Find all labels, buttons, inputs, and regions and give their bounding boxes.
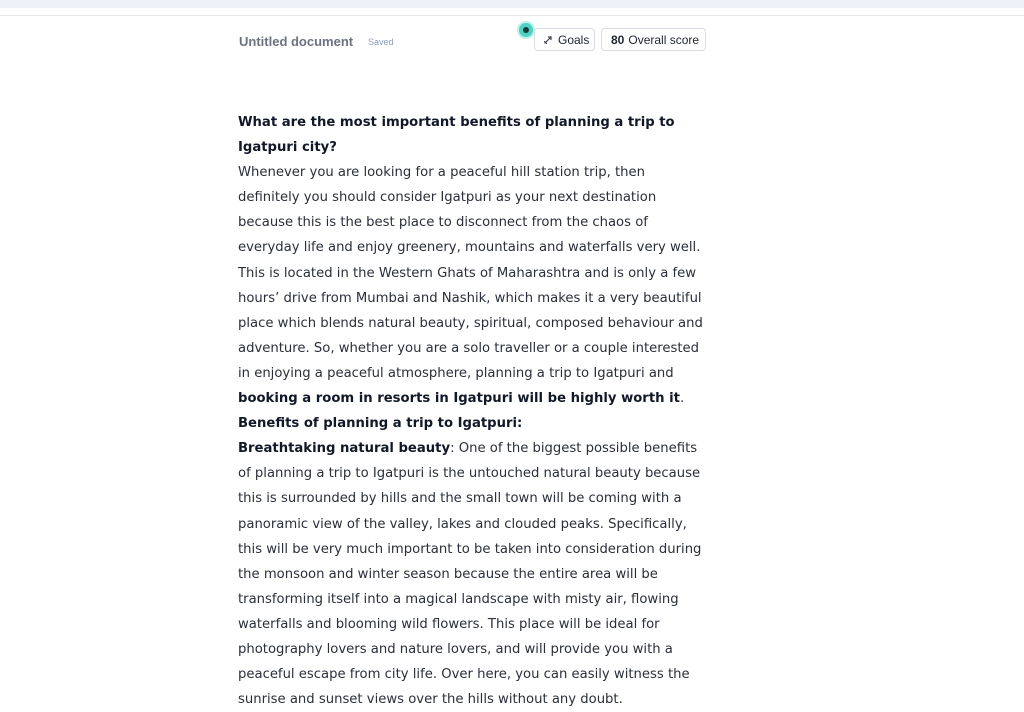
paragraph-intro xyxy=(238,160,710,411)
goals-label: Goals xyxy=(558,32,590,47)
document-title[interactable]: Untitled document xyxy=(239,34,354,49)
overall-score-button[interactable] xyxy=(601,28,706,51)
paragraph-intro-end: . xyxy=(679,391,685,407)
assistant-status-dot[interactable] xyxy=(519,23,533,37)
paragraph-intro-bold: booking a room in resorts in Igatpuri will be highly worth it xyxy=(238,391,680,407)
paragraph-intro-text: Whenever you are looking for a peaceful hill station trip, then definitely you should consider Igatpuri as your next destination because this is the best place to disconnect from the chaos of everyday life and enjoy greenery, mountains and waterfalls very well. This is located in the Western Ghats of Maharashtra and is only a few hours’ drive from Mumbai and Nashik, which makes it a very beautiful place which blends natural beauty, spiritual, composed behaviour and adventure. So, whether you are a solo traveller or a couple interested in enjoying a peaceful atmosphere, planning a trip to Igatpuri and xyxy=(238,165,703,381)
paragraph-natural-beauty-text: : One of the biggest possible benefits of planning a trip to Igatpuri is the untouched natural beauty because this is surrounded by hills and the small town will be coming with a panoramic view of the valley, lakes and clouded peaks. Specifically, this will be very much important to be taken into consideration during the monsoon and winter season because the entire area will be transforming itself into a magical landscape with misty air, flowing waterfalls and blooming wild flowers. This place will be ideal for photography lovers and nature lovers, and will provide you with a peaceful escape from city life. Over here, you can easily witness the sunrise and sunset views over the hills without any doubt. xyxy=(238,441,702,708)
paragraph-natural-beauty-bold: Breathtaking natural beauty xyxy=(238,441,451,457)
header-divider xyxy=(0,15,1024,16)
document-body[interactable] xyxy=(238,110,710,712)
goals-button[interactable] xyxy=(534,28,595,51)
heading-benefits: Benefits of planning a trip to Igatpuri: xyxy=(238,416,523,432)
goals-icon xyxy=(543,35,553,45)
paragraph-natural-beauty xyxy=(238,436,710,712)
saved-status: Saved xyxy=(368,37,394,47)
heading-igatpuri-benefits-question: What are the most important benefits of planning a trip to Igatpuri city? xyxy=(238,115,675,156)
overall-score-label: Overall score xyxy=(628,32,700,47)
top-toolbar-strip xyxy=(0,0,1024,8)
overall-score-value: 80 xyxy=(611,32,625,47)
